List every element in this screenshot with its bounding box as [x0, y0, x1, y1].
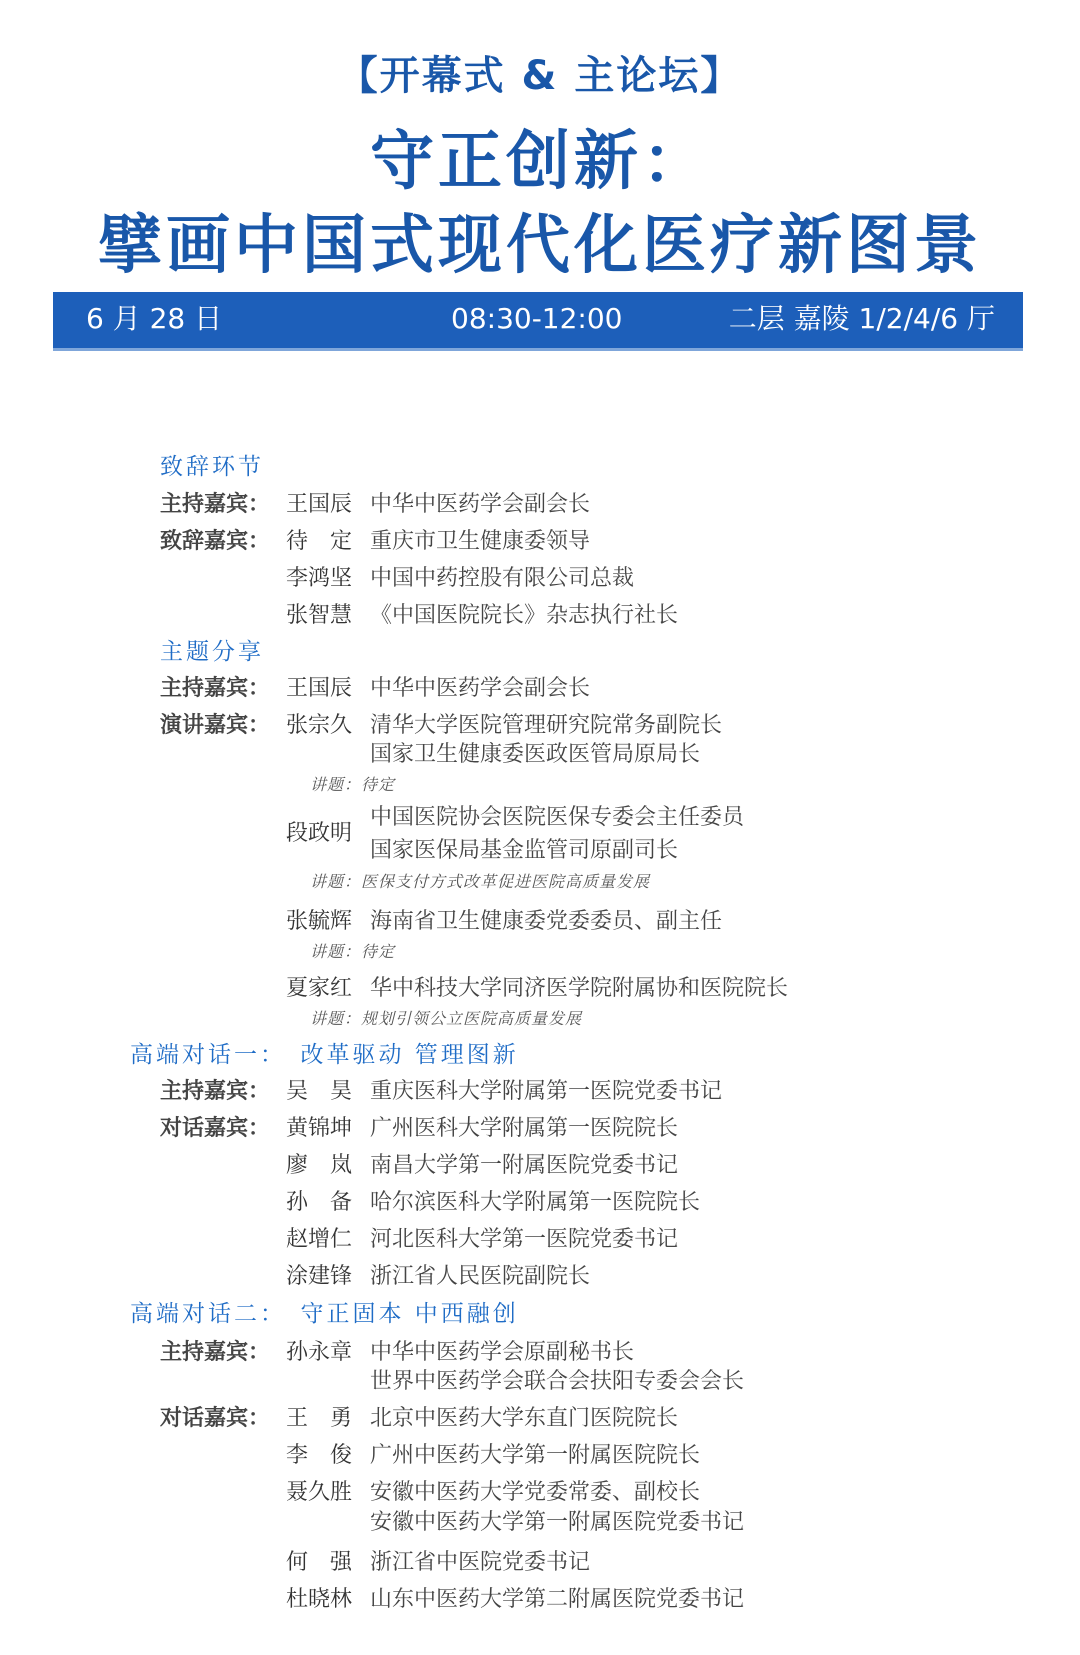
section-title: 高端对话二： 守正固本 中西融创	[130, 1301, 519, 1327]
event-kicker: 【开幕式 & 主论坛】	[337, 53, 743, 99]
role-label: 对话嘉宾：	[160, 1116, 271, 1141]
speaker-name: 待 定	[286, 529, 353, 554]
speaker-title: 中国中药控股有限公司总裁	[370, 566, 635, 591]
section-title: 致辞环节	[160, 454, 264, 480]
speaker-name: 李 俊	[286, 1443, 353, 1468]
speaker-name: 张智慧	[286, 603, 353, 628]
role-label: 主持嘉宾：	[160, 1079, 271, 1104]
speaker-title: 南昌大学第一附属医院党委书记	[370, 1153, 679, 1178]
speaker-name: 孙 备	[286, 1190, 353, 1215]
speaker-name: 聂久胜	[286, 1480, 353, 1505]
speaker-name: 段政明	[286, 821, 353, 846]
section-title: 高端对话一： 改革驱动 管理图新	[130, 1042, 519, 1068]
speaker-title: 中华中医药学会副会长	[370, 492, 591, 517]
page-title-line-2: 擘画中国式现代化医疗新图景	[98, 209, 982, 283]
event-time: 08:30-12:00	[451, 302, 623, 335]
speaker-name: 李鸿坚	[286, 566, 353, 591]
speaker-title: 国家卫生健康委医政医管局原局长	[370, 742, 701, 767]
speaker-name: 孙永章	[286, 1340, 353, 1365]
talk-topic: 讲题：待定	[310, 775, 396, 794]
speaker-name: 王 勇	[286, 1406, 353, 1431]
speaker-name: 何 强	[286, 1550, 353, 1575]
speaker-title: 安徽中医药大学党委常委、副校长	[370, 1480, 701, 1505]
speaker-title: 华中科技大学同济医学院附属协和医院院长	[370, 976, 789, 1001]
speaker-title: 《中国医院院长》杂志执行社长	[370, 603, 679, 628]
page-title-line-1: 守正创新：	[370, 125, 710, 199]
speaker-title: 河北医科大学第一医院党委书记	[370, 1227, 679, 1252]
speaker-name: 涂建锋	[286, 1264, 353, 1289]
role-label: 主持嘉宾：	[160, 492, 271, 517]
speaker-name: 张毓辉	[286, 909, 353, 934]
talk-topic: 讲题：医保支付方式改革促进医院高质量发展	[310, 872, 651, 891]
speaker-title: 海南省卫生健康委党委委员、副主任	[370, 909, 723, 934]
role-label: 致辞嘉宾：	[160, 529, 271, 554]
role-label: 主持嘉宾：	[160, 1340, 271, 1365]
speaker-title: 广州医科大学附属第一医院院长	[370, 1116, 679, 1141]
speaker-title: 国家医保局基金监管司原副司长	[370, 838, 679, 863]
event-date: 6 月 28 日	[86, 302, 223, 335]
speaker-title: 中华中医药学会副会长	[370, 676, 591, 701]
speaker-name: 杜晓林	[286, 1587, 353, 1612]
speaker-name: 赵增仁	[286, 1227, 353, 1252]
speaker-title: 山东中医药大学第二附属医院党委书记	[370, 1587, 745, 1612]
talk-topic: 讲题：规划引领公立医院高质量发展	[310, 1009, 583, 1028]
speaker-name: 吴 昊	[286, 1079, 353, 1104]
speaker-name: 夏家红	[286, 976, 353, 1001]
role-label: 对话嘉宾：	[160, 1406, 271, 1431]
speaker-title: 安徽中医药大学第一附属医院党委书记	[370, 1510, 745, 1535]
info-bar	[53, 292, 1023, 351]
speaker-name: 张宗久	[286, 713, 353, 738]
speaker-title: 重庆市卫生健康委领导	[370, 529, 591, 554]
role-label: 主持嘉宾：	[160, 676, 271, 701]
talk-topic: 讲题：待定	[310, 942, 396, 961]
role-label: 演讲嘉宾：	[160, 713, 271, 738]
speaker-title: 浙江省中医院党委书记	[370, 1550, 591, 1575]
speaker-title: 北京中医药大学东直门医院院长	[370, 1406, 679, 1431]
section-title: 主题分享	[160, 639, 264, 665]
speaker-title: 中国医院协会医院医保专委会主任委员	[370, 805, 745, 830]
speaker-title: 哈尔滨医科大学附属第一医院院长	[370, 1190, 701, 1215]
speaker-name: 王国辰	[286, 492, 353, 517]
speaker-title: 世界中医药学会联合会扶阳专委会会长	[370, 1369, 745, 1394]
speaker-title: 浙江省人民医院副院长	[370, 1264, 591, 1289]
speaker-name: 王国辰	[286, 676, 353, 701]
speaker-title: 中华中医药学会原副秘书长	[370, 1340, 635, 1365]
speaker-name: 廖 岚	[286, 1153, 353, 1178]
speaker-title: 重庆医科大学附属第一医院党委书记	[370, 1079, 723, 1104]
speaker-name: 黄锦坤	[286, 1116, 353, 1141]
speaker-title: 清华大学医院管理研究院常务副院长	[370, 713, 723, 738]
event-venue: 二层 嘉陵 1/2/4/6 厅	[728, 302, 995, 335]
speaker-title: 广州中医药大学第一附属医院院长	[370, 1443, 701, 1468]
